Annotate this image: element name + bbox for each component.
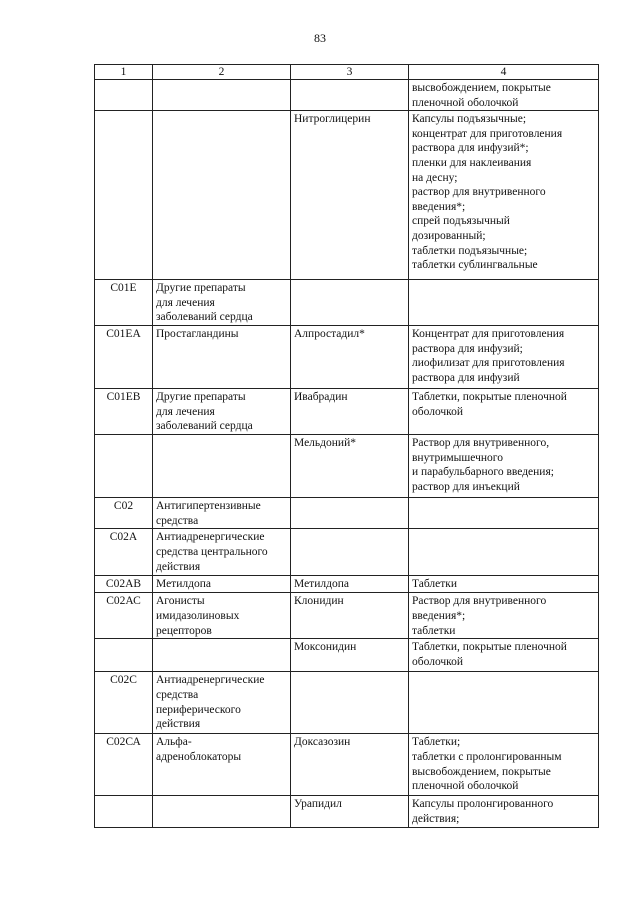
- group-name-cell: [153, 734, 291, 796]
- group-name-line: Другие препараты: [156, 282, 246, 295]
- atc-code-cell: [95, 389, 153, 435]
- drug-name-cell: [291, 389, 409, 435]
- drug-classification-table: [94, 64, 599, 828]
- atc-code-cell: [95, 326, 153, 389]
- dosage-form-line: пленки для наклеивания: [412, 156, 532, 169]
- table-row: [95, 639, 599, 672]
- drug-name: Мельдоний*: [294, 437, 356, 450]
- dosage-form-line: Раствор для внутривенного: [412, 595, 547, 608]
- column-header: 4: [409, 65, 599, 80]
- table-row: [95, 593, 599, 639]
- dosage-form-line: введения*;: [412, 609, 466, 622]
- atc-code-cell: [95, 734, 153, 796]
- atc-code-cell: [95, 593, 153, 639]
- dosage-form-line: высвобождением, покрытые: [412, 765, 551, 778]
- table-row: [95, 111, 599, 280]
- group-name-cell: [153, 593, 291, 639]
- dosage-forms-cell: [409, 576, 599, 593]
- atc-code-cell: [95, 280, 153, 326]
- atc-code-cell: [95, 576, 153, 593]
- group-name-line: адреноблокаторы: [156, 750, 242, 763]
- atc-code: С01ЕВ: [106, 391, 141, 404]
- dosage-form-line: оболочкой: [412, 405, 464, 418]
- dosage-form-line: раствора для инфузий*;: [412, 142, 529, 155]
- table-row: [95, 80, 599, 111]
- dosage-forms-cell: [409, 111, 599, 280]
- group-name-line: Простагландины: [156, 328, 239, 341]
- group-name-line: средства центрального: [156, 545, 268, 558]
- table-row: [95, 529, 599, 576]
- dosage-forms-cell: [409, 80, 599, 111]
- dosage-form-line: Раствор для внутривенного,: [412, 437, 550, 450]
- atc-code: С02АС: [106, 595, 141, 608]
- atc-code: С01ЕА: [106, 328, 141, 341]
- dosage-forms-cell: [409, 435, 599, 498]
- group-name-line: для лечения: [156, 405, 215, 418]
- dosage-form-line: на десну;: [412, 171, 458, 184]
- group-name-cell: [153, 389, 291, 435]
- group-name-line: действия: [156, 560, 201, 573]
- atc-code: С02АВ: [105, 578, 142, 591]
- atc-code: С02: [113, 500, 134, 513]
- dosage-forms-cell: [409, 498, 599, 529]
- drug-name-cell: [291, 734, 409, 796]
- table-row: [95, 389, 599, 435]
- group-name-cell: [153, 435, 291, 498]
- table-row: [95, 498, 599, 529]
- dosage-forms-cell: [409, 280, 599, 326]
- dosage-form-line: внутримышечного: [412, 451, 503, 464]
- drug-name-cell: [291, 576, 409, 593]
- group-name-cell: [153, 529, 291, 576]
- dosage-form-line: таблетки сублингвальные: [412, 259, 538, 272]
- dosage-form-line: высвобождением, покрытые: [412, 82, 551, 94]
- table-row: [95, 734, 599, 796]
- drug-name-cell: [291, 326, 409, 389]
- group-name-line: заболеваний сердца: [156, 420, 253, 433]
- drug-name-cell: [291, 529, 409, 576]
- dosage-form-line: Таблетки, покрытые пленочной: [412, 641, 567, 654]
- dosage-form-line: пленочной оболочкой: [412, 96, 519, 109]
- drug-name-cell: [291, 280, 409, 326]
- drug-name: Алпростадил*: [294, 328, 365, 341]
- dosage-form-line: действия;: [412, 812, 460, 825]
- dosage-forms-cell: [409, 734, 599, 796]
- group-name-line: Антигипертензивные: [156, 500, 261, 513]
- column-header: 2: [153, 65, 291, 80]
- drug-name: Доксазозин: [294, 736, 351, 749]
- group-name-cell: [153, 796, 291, 828]
- dosage-forms-cell: [409, 796, 599, 828]
- drug-name: Клонидин: [294, 595, 344, 608]
- drug-name-cell: [291, 796, 409, 828]
- drug-name: Урапидил: [294, 798, 342, 811]
- table-header-row: [95, 65, 599, 80]
- dosage-form-line: Таблетки: [412, 578, 458, 591]
- group-name-cell: [153, 639, 291, 672]
- group-name-line: Альфа-: [156, 736, 192, 749]
- dosage-forms-cell: [409, 672, 599, 734]
- drug-name-cell: [291, 111, 409, 280]
- dosage-form-line: концентрат для приготовления: [412, 127, 563, 140]
- drug-name-cell: [291, 672, 409, 734]
- dosage-form-line: Таблетки;: [412, 736, 461, 749]
- dosage-forms-cell: [409, 389, 599, 435]
- dosage-form-line: раствор для внутривенного: [412, 186, 546, 199]
- group-name-line: для лечения: [156, 296, 215, 309]
- table-row: [95, 576, 599, 593]
- dosage-form-line: Концентрат для приготовления: [412, 328, 565, 341]
- dosage-form-line: Капсулы пролонгированного: [412, 798, 554, 811]
- group-name-cell: [153, 576, 291, 593]
- dosage-forms-cell: [409, 326, 599, 389]
- table-row: [95, 280, 599, 326]
- group-name-line: Другие препараты: [156, 391, 246, 404]
- drug-name-cell: [291, 639, 409, 672]
- table-row: [95, 435, 599, 498]
- group-name-cell: [153, 280, 291, 326]
- dosage-form-line: раствора для инфузий: [412, 371, 520, 384]
- page-number: 83: [314, 31, 326, 45]
- atc-code: С02СА: [106, 736, 141, 749]
- drug-name: Ивабрадин: [294, 391, 348, 404]
- table-row: [95, 796, 599, 828]
- group-name-line: рецепторов: [156, 624, 212, 637]
- atc-code: С01Е: [110, 282, 137, 295]
- dosage-form-line: раствор для инъекций: [412, 480, 520, 493]
- dosage-form-line: спрей подъязычный: [412, 215, 510, 228]
- table-row: [95, 672, 599, 734]
- dosage-form-line: таблетки подъязычные;: [412, 244, 528, 257]
- drug-name-cell: [291, 498, 409, 529]
- drug-name-cell: [291, 80, 409, 111]
- dosage-form-line: лиофилизат для приготовления: [412, 357, 565, 370]
- dosage-form-line: Капсулы подъязычные;: [412, 113, 527, 126]
- dosage-form-line: и парабульбарного введения;: [412, 466, 554, 479]
- group-name-line: Антиадренергические: [156, 674, 265, 687]
- group-name-line: средства: [156, 514, 199, 527]
- atc-code-cell: [95, 529, 153, 576]
- group-name-line: Агонисты: [156, 595, 205, 608]
- dosage-form-line: дозированный;: [412, 229, 486, 242]
- group-name-cell: [153, 672, 291, 734]
- group-name-cell: [153, 326, 291, 389]
- dosage-form-line: Таблетки, покрытые пленочной: [412, 391, 567, 404]
- atc-code-cell: [95, 435, 153, 498]
- column-header: 1: [95, 65, 153, 80]
- dosage-form-line: таблетки: [412, 624, 456, 637]
- group-name-line: имидазолиновых: [156, 609, 240, 622]
- dosage-form-line: раствора для инфузий;: [412, 342, 523, 355]
- group-name-line: действия: [156, 718, 201, 731]
- atc-code-cell: [95, 796, 153, 828]
- column-header: 3: [291, 65, 409, 80]
- atc-code: С02А: [109, 531, 138, 544]
- drug-name-cell: [291, 435, 409, 498]
- atc-code-cell: [95, 111, 153, 280]
- dosage-forms-cell: [409, 593, 599, 639]
- atc-code-cell: [95, 80, 153, 111]
- drug-name: Нитроглицерин: [294, 113, 371, 126]
- dosage-form-line: оболочкой: [412, 655, 464, 668]
- drug-name: Метилдопа: [294, 578, 349, 591]
- atc-code-cell: [95, 498, 153, 529]
- group-name-cell: [153, 111, 291, 280]
- dosage-forms-cell: [409, 529, 599, 576]
- table-row: [95, 326, 599, 389]
- drug-name-cell: [291, 593, 409, 639]
- drug-name: Моксонидин: [294, 641, 357, 654]
- group-name-cell: [153, 80, 291, 111]
- dosage-form-line: введения*;: [412, 200, 466, 213]
- dosage-form-line: пленочной оболочкой: [412, 780, 519, 793]
- group-name-line: Метилдопа: [156, 578, 211, 591]
- dosage-forms-cell: [409, 639, 599, 672]
- group-name-line: Антиадренергические: [156, 531, 265, 544]
- group-name-line: периферического: [156, 703, 241, 716]
- dosage-form-line: таблетки с пролонгированным: [412, 750, 562, 763]
- atc-code: С02С: [110, 674, 137, 687]
- group-name-cell: [153, 498, 291, 529]
- group-name-line: заболеваний сердца: [156, 311, 253, 324]
- atc-code-cell: [95, 639, 153, 672]
- group-name-line: средства: [156, 688, 199, 701]
- atc-code-cell: [95, 672, 153, 734]
